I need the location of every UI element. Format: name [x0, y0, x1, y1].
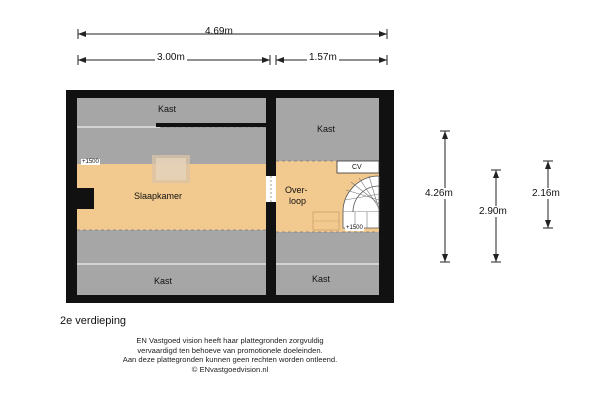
kast-bottom-right-label: Kast [312, 274, 331, 284]
overloop-label-line1: Over- [285, 185, 308, 195]
floor-name: 2e verdieping [60, 315, 127, 327]
slaapkamer-label: Slaapkamer [134, 191, 183, 201]
left-width-label: 3.00m [157, 52, 185, 63]
disclaimer-line-1: EN Vastgoed vision heeft haar plattegronden zorgvuldig [136, 336, 324, 345]
level-mark-left: +1500 [82, 159, 99, 165]
disclaimer-line-4: © ENvastgoedvision.nl [191, 364, 269, 374]
cv-label: CV [352, 164, 362, 171]
chimney-block [77, 188, 94, 209]
kast-top-left-label: Kast [158, 104, 177, 114]
kast-top-right-label: Kast [317, 124, 336, 134]
level-mark-right: +1500 [346, 225, 363, 231]
disclaimer-line-3: Aan deze plattegronden kunnen geen rechten worden ontleend. [122, 355, 338, 365]
total-width-label: 4.69m [205, 26, 233, 37]
kast-bottom-left-label: Kast [154, 276, 173, 286]
height-high-label: 2.90m [479, 206, 507, 217]
height-low-label: 2.16m [532, 188, 560, 199]
right-width-label: 1.57m [309, 52, 337, 63]
disclaimer-line-2: vervaardigd ten behoeve van promotionele doeleinden. [137, 345, 323, 355]
disclaimer [50, 336, 410, 374]
overloop-label-line2: loop [289, 196, 307, 206]
depth-label: 4.26m [425, 188, 453, 199]
